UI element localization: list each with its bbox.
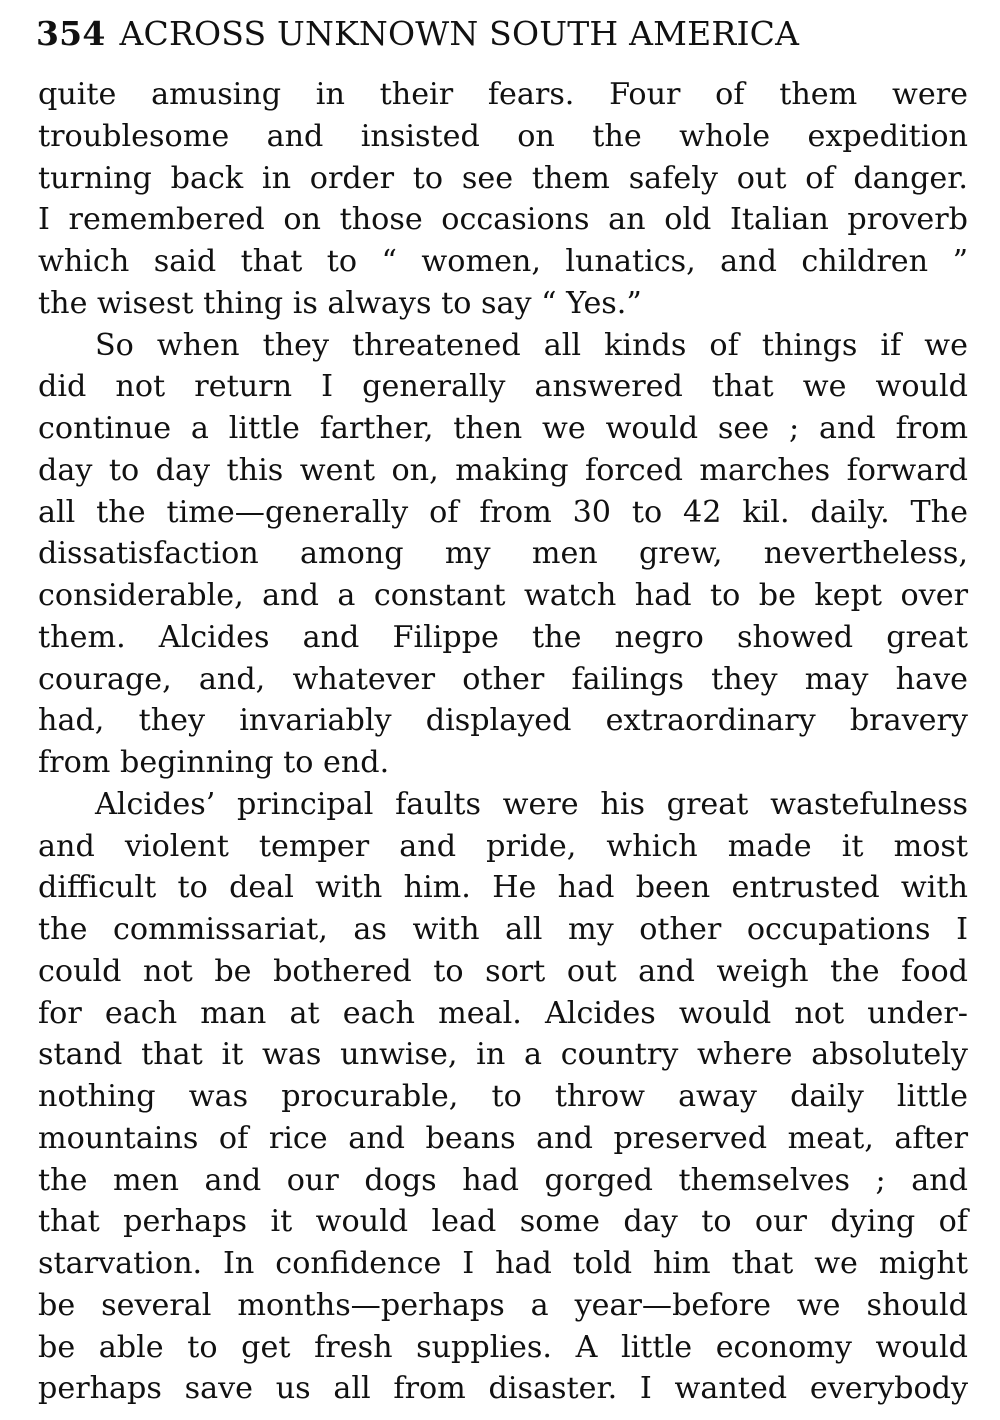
text-line: considerable, and a constant watch had to be kept over bbox=[38, 578, 968, 613]
text-line: troublesome and insisted on the whole expedition bbox=[38, 118, 968, 154]
text-line: be able to get fresh supplies. A little economy would bbox=[38, 1329, 968, 1365]
running-header bbox=[36, 12, 976, 56]
text-line: quite amusing in their fears. Four of them were bbox=[38, 77, 968, 112]
text-line: I remembered on those occasions an old Italian proverb bbox=[38, 202, 968, 238]
text-line: which said that to “ women, lunatics, and children ” bbox=[38, 244, 968, 279]
text-line: from beginning to end. bbox=[38, 745, 390, 780]
text-line: stand that it was unwise, in a country where absolutely bbox=[38, 1037, 968, 1073]
text-line: courage, and, whatever other failings they may have bbox=[38, 661, 968, 697]
running-title: ACROSS UNKNOWN SOUTH AMERICA bbox=[119, 14, 800, 53]
text-line: So when they threatened all kinds of things if we bbox=[95, 327, 968, 363]
text-line: Alcides’ principal faults were his great wastefulness bbox=[95, 786, 968, 822]
text-line: the commissariat, as with all my other occupations I bbox=[38, 912, 968, 947]
text-line: the wisest thing is always to say “ Yes.” bbox=[38, 285, 642, 321]
text-line: had, they invariably displayed extraordinary bravery bbox=[38, 703, 968, 739]
body-text bbox=[38, 74, 968, 1410]
text-line: for each man at each meal. Alcides would not under- bbox=[38, 995, 968, 1031]
text-line: all the time—generally of from 30 to 42 kil. daily. The bbox=[38, 494, 968, 530]
page-number: 354 bbox=[36, 14, 106, 53]
text-line: nothing was procurable, to throw away daily little bbox=[38, 1079, 968, 1114]
text-line: and violent temper and pride, which made it most bbox=[38, 828, 968, 864]
text-line: that perhaps it would lead some day to our dying of bbox=[38, 1204, 968, 1240]
text-line: perhaps save us all from disaster. I wanted everybody bbox=[38, 1371, 968, 1407]
text-line: continue a little farther, then we would see ; and from bbox=[38, 411, 968, 446]
text-line: them. Alcides and Filippe the negro showed great bbox=[38, 619, 968, 655]
text-line: day to day this went on, making forced marches forward bbox=[38, 452, 968, 488]
text-line: the men and our dogs had gorged themselves ; and bbox=[38, 1162, 968, 1198]
text-line: be several months—perhaps a year—before we should bbox=[38, 1287, 968, 1323]
text-line: dissatisfaction among my men grew, nevertheless, bbox=[38, 536, 968, 572]
text-line: difficult to deal with him. He had been entrusted with bbox=[38, 870, 968, 906]
text-line: mountains of rice and beans and preserved meat, after bbox=[38, 1120, 968, 1156]
text-line: turning back in order to see them safely out of danger. bbox=[38, 160, 968, 196]
text-line: could not be bothered to sort out and weigh the food bbox=[38, 953, 968, 989]
text-line: starvation. In confidence I had told him that we might bbox=[38, 1246, 968, 1281]
text-line: did not return I generally answered that we would bbox=[38, 369, 968, 405]
